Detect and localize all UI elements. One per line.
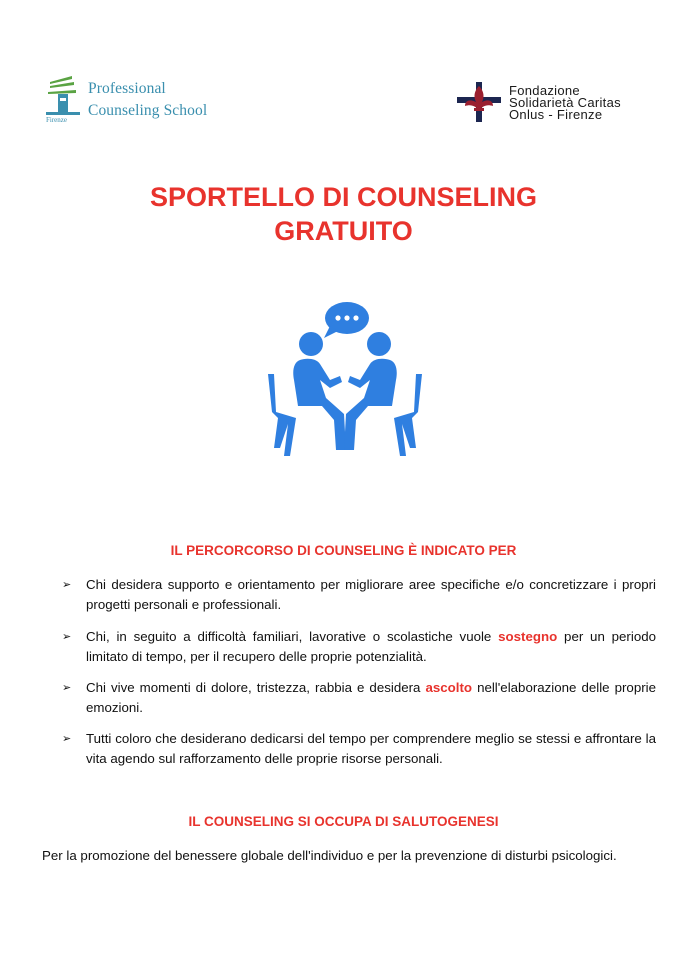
arrowhead-bullet-icon: ➢ — [62, 682, 72, 694]
lighthouse-logo-icon — [44, 74, 84, 118]
professional-counseling-school-logo — [44, 72, 244, 128]
salutogenesis-paragraph: Per la promozione del benessere globale dell'individuo e per la prevenzione di disturbi psicologici. — [42, 848, 617, 863]
page-title-line2: GRATUITO — [274, 216, 413, 246]
section-salutogenesis-heading: IL COUNSELING SI OCCUPA DI SALUTOGENESI — [188, 814, 499, 829]
logo-right-line3: Onlus - Firenze — [509, 107, 603, 122]
list-item-text-post: per un periodo limitato di tempo, per il recupero delle proprie potenzialità. — [86, 629, 657, 664]
page-title-line1: SPORTELLO DI COUNSELING — [149, 182, 538, 212]
two-people-talking-icon — [264, 300, 426, 460]
logo-left-line2: Counseling School — [88, 102, 208, 119]
list-item-text-pre: Chi, in seguito a difficoltà familiari, lavorative o scolastiche vuole — [86, 629, 499, 644]
list-item-text: Tutti coloro che desiderano dedicarsi del tempo per comprendere meglio se stessi e affrontare la vita agendo sul rafforzamento delle proprie risorse personali. — [86, 731, 656, 766]
logo-right-line2: Solidarietà Caritas — [509, 95, 621, 110]
logo-left-city: Firenze — [46, 116, 67, 124]
highlight-sostegno: sostegno — [498, 629, 558, 644]
arrowhead-bullet-icon: ➢ — [62, 579, 72, 591]
cross-lily-logo-icon — [455, 80, 503, 124]
highlight-ascolto: ascolto — [425, 680, 473, 695]
fondazione-caritas-logo — [455, 80, 665, 128]
list-item-text-post: nell'elaborazione delle proprie emozioni. — [86, 680, 657, 715]
section-indicated-for-heading: IL PERCORCORSO DI COUNSELING È INDICATO PER — [170, 543, 517, 558]
logo-left-line1: Professional — [88, 80, 166, 97]
list-item-text — [86, 678, 656, 718]
arrowhead-bullet-icon: ➢ — [62, 631, 72, 643]
logo-right-line1: Fondazione — [509, 83, 580, 98]
list-item-text — [86, 627, 656, 667]
arrowhead-bullet-icon: ➢ — [62, 733, 72, 745]
list-item-text-pre: Chi vive momenti di dolore, tristezza, rabbia e desidera — [86, 680, 426, 695]
list-item-text: Chi desidera supporto e orientamento per migliorare aree specifiche e/o concretizzare i propri progetti personali e professionali. — [86, 577, 656, 612]
